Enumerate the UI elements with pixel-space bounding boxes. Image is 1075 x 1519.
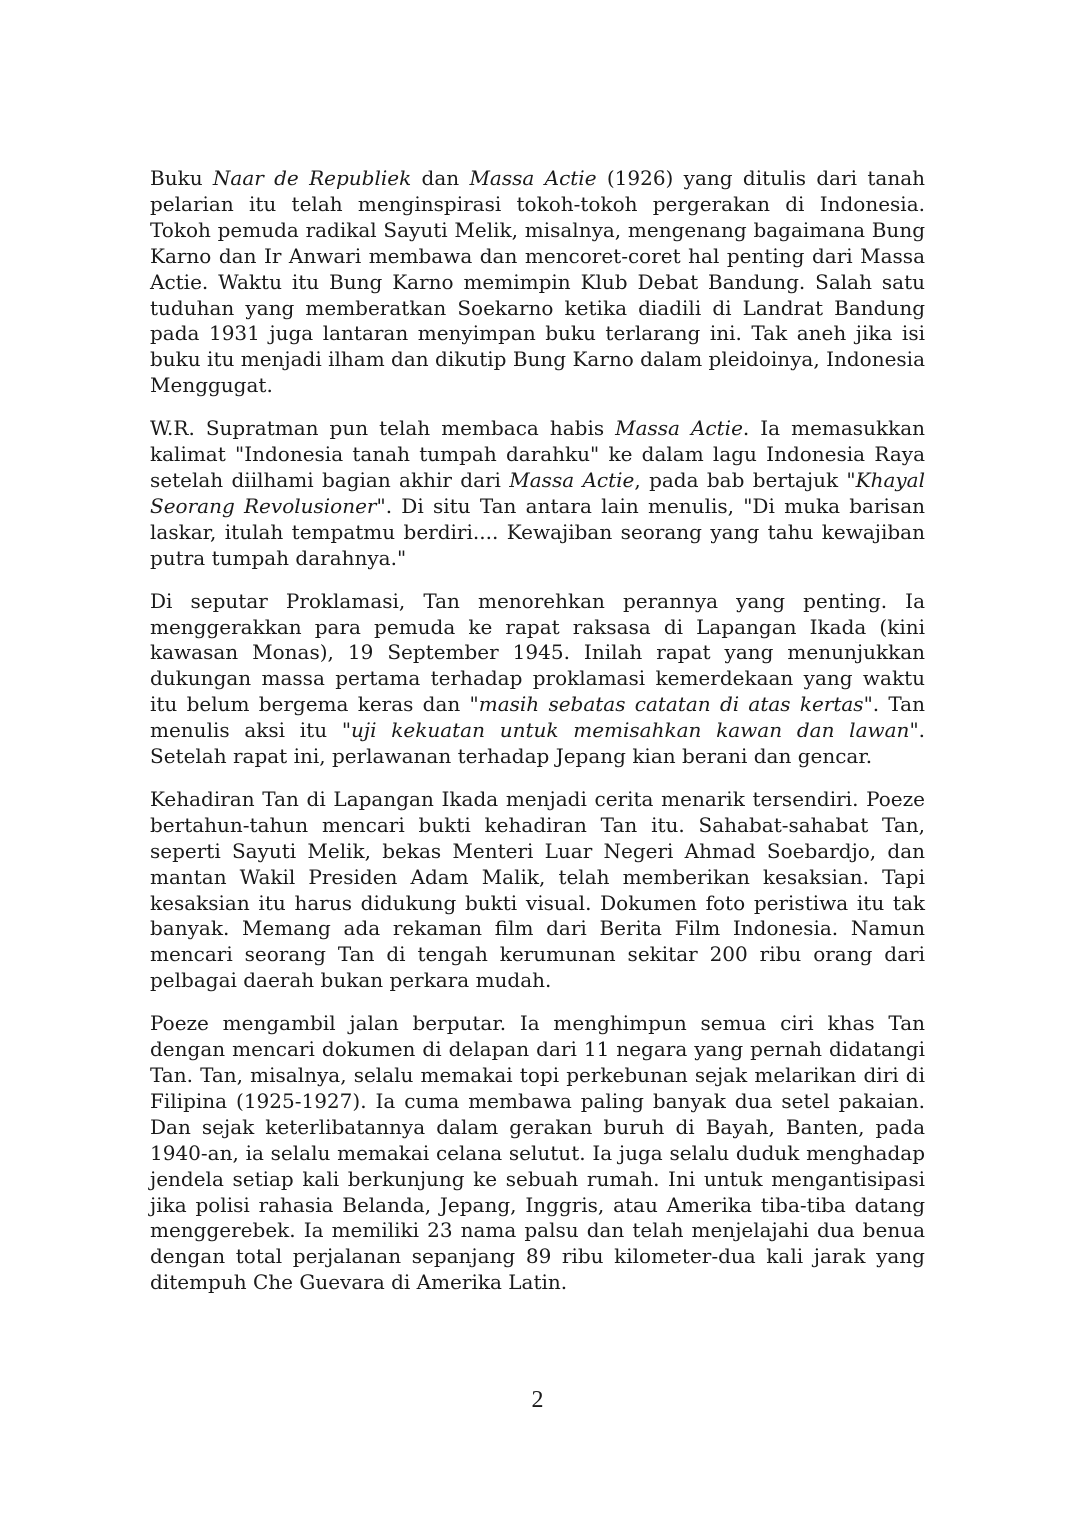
text-run: Di seputar Proklamasi, Tan menorehkan perannya yang penting. Ia menggerakkan para pemuda ke rapat raksasa di Lapangan Ikada (kini kawasan Monas), 19 September 1945. Inilah rapat yang menunjukkan dukungan massa pertama terhadap proklamasi kemerdekaan yang waktu itu belum bergema keras dan " bbox=[150, 588, 925, 717]
paragraph bbox=[150, 166, 925, 399]
italic-text: Khayal Seorang Revolusioner bbox=[150, 467, 925, 518]
body-text bbox=[150, 166, 925, 1313]
italic-text: Massa Actie bbox=[509, 467, 635, 492]
text-run: . Ia memasukkan kalimat "Indonesia tanah tumpah darahku" ke dalam lagu Indonesia Raya setelah diilhami bagian akhir dari bbox=[150, 416, 925, 492]
paragraph bbox=[150, 416, 925, 571]
text-run: Kehadiran Tan di Lapangan Ikada menjadi cerita menarik tersendiri. Poeze bertahun-tahun mencari bukti kehadiran Tan itu. Sahabat-sahabat Tan, seperti Sayuti Melik, bekas Menteri Luar Negeri Ahmad Soebardjo, dan mantan Wakil Presiden Adam Malik, telah memberikan kesaksian. Tapi kesaksian itu harus didukung bukti visual. Dokumen foto peristiwa itu tak banyak. Memang ada rekaman film dari Berita Film Indonesia. Namun mencari seorang Tan di tengah kerumunan sekitar 200 ribu orang dari pelbagai daerah bukan perkara mudah. bbox=[150, 786, 925, 993]
italic-text: Massa Actie bbox=[469, 166, 597, 190]
text-run: Poeze mengambil jalan berputar. Ia menghimpun semua ciri khas Tan dengan mencari dokumen di delapan dari 11 negara yang pernah didatangi Tan. Tan, misalnya, selalu memakai topi perkebunan sejak melarikan diri di Filipina (1925-1927). Ia cuma membawa paling banyak dua setel pakaian. Dan sejak keterlibatannya dalam gerakan buruh di Bayah, Banten, pada 1940-an, ia selalu memakai celana selutut. Ia juga selalu duduk menghadap jendela setiap kali berkunjung ke sebuah rumah. Ini untuk mengantisipasi jika polisi rahasia Belanda, Jepang, Inggris, atau Amerika tiba-tiba datang menggerebek. Ia memiliki 23 nama palsu dan telah menjelajahi dua benua dengan total perjalanan sepanjang 89 ribu kilometer-dua kali jarak yang ditempuh Che Guevara di Amerika Latin. bbox=[150, 1011, 925, 1295]
text-run: (1926) yang ditulis dari tanah pelarian itu telah menginspirasi tokoh-tokoh pergerakan di Indonesia. Tokoh pemuda radikal Sayuti Melik, misalnya, mengenang bagaimana Bung Karno dan Ir Anwari membawa dan mencoret-coret hal penting dari Massa Actie. Waktu itu Bung Karno memimpin Klub Debat Bandung. Salah satu tuduhan yang memberatkan Soekarno ketika diadili di Landrat Bandung pada 1931 juga lantaran menyimpan buku terlarang ini. Tak aneh jika isi buku itu menjadi ilham dan dikutip Bung Karno dalam pleidoinya, Indonesia Menggugat. bbox=[150, 166, 926, 398]
text-run: ". Tan menulis aksi itu " bbox=[150, 692, 925, 743]
italic-text: Naar de Republiek bbox=[212, 166, 412, 190]
paragraph bbox=[150, 1011, 925, 1296]
italic-text: uji kekuatan untuk memisahkan kawan dan lawan bbox=[351, 718, 910, 743]
text-run: dan bbox=[411, 166, 470, 190]
italic-text: masih sebatas catatan di atas kertas bbox=[478, 692, 864, 717]
text-run: ". Di situ Tan antara lain menulis, "Di muka barisan laskar, itulah tempatmu berdiri.... Kewajiban seorang yang tahu kewajiban putra tumpah darahnya." bbox=[150, 493, 926, 570]
text-run: Buku bbox=[150, 166, 213, 190]
page-number: 2 bbox=[531, 1387, 544, 1413]
paragraph bbox=[150, 787, 925, 994]
paragraph bbox=[150, 589, 925, 770]
text-run: , pada bab bertajuk " bbox=[634, 467, 856, 492]
italic-text: Massa Actie bbox=[615, 416, 743, 441]
text-run: W.R. Supratman pun telah membaca habis bbox=[150, 416, 616, 441]
text-run: ". Setelah rapat ini, perlawanan terhadap Jepang kian berani dan gencar. bbox=[150, 718, 925, 769]
